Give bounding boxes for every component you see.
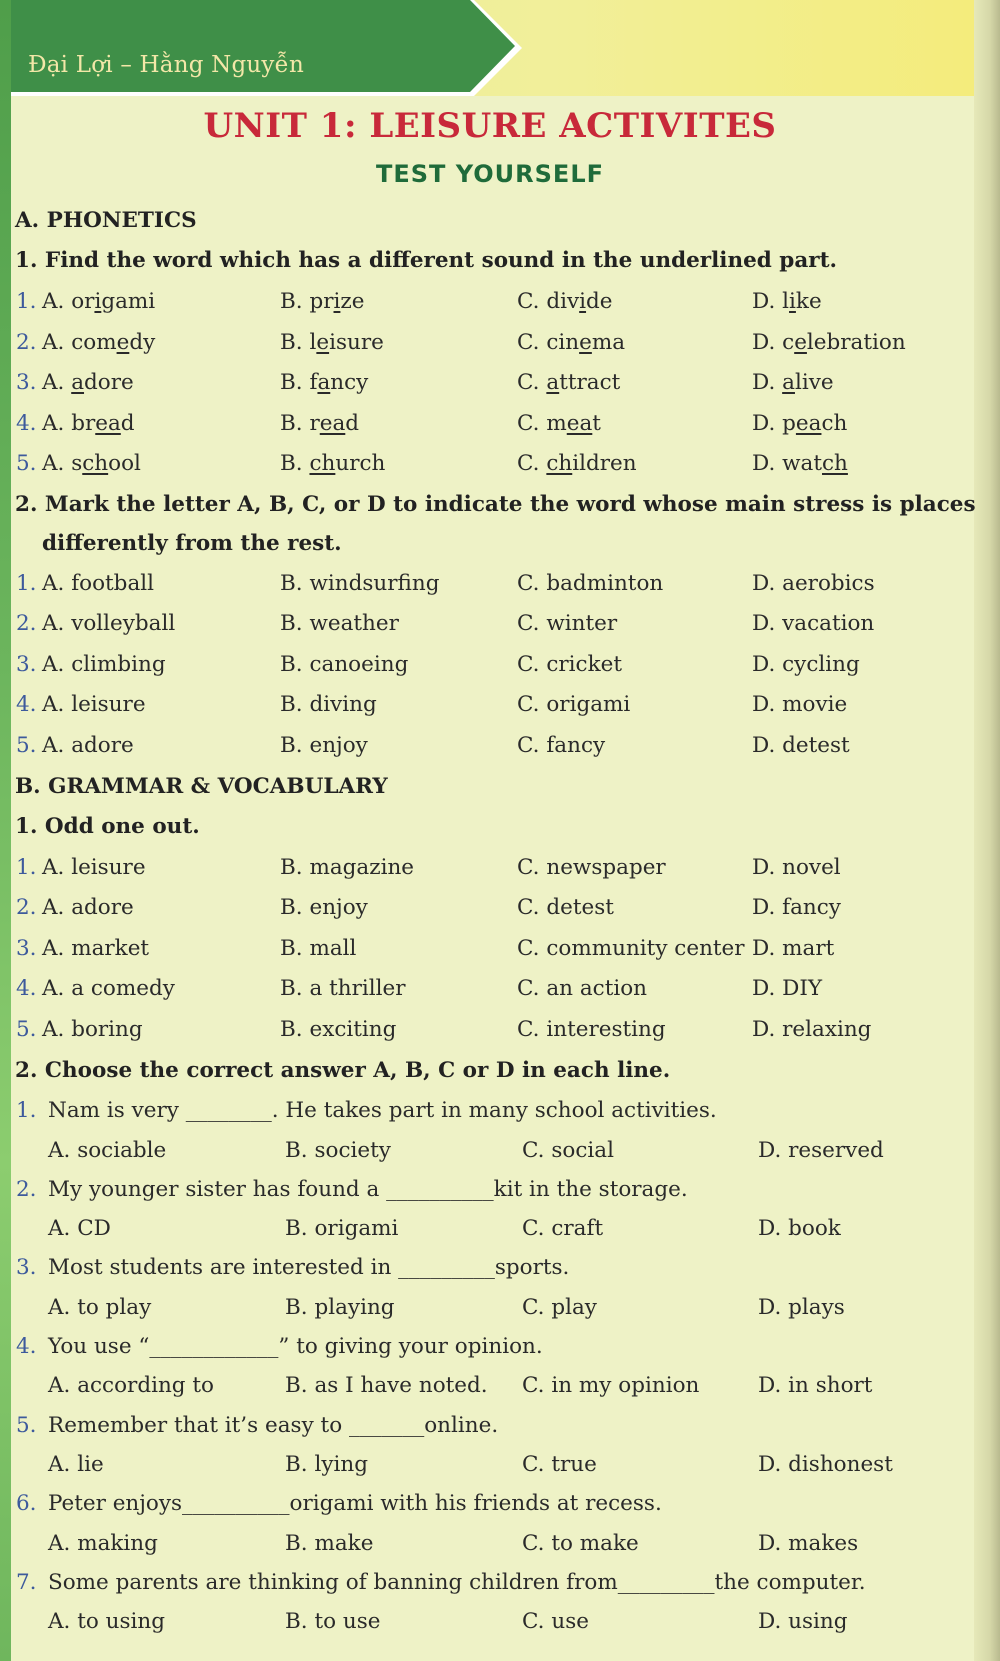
question-stem-row [0,1169,960,1210]
underlined-part: e [316,329,330,355]
question-number: 5. [16,1017,37,1043]
question-stem-row [0,1405,960,1446]
author-name: Đại Lợi – Hằng Nguyễn [28,52,304,78]
option-text-after: d [120,410,135,436]
answer-option [280,451,385,476]
question-row [0,928,960,969]
question-number: 2. [16,1176,37,1202]
underlined-part: a [71,370,85,396]
option-text-after: urch [335,451,386,477]
answer-option: C. fancy [517,732,606,758]
question-stem-row [0,1090,960,1131]
option-text-before: div [546,288,580,314]
underlined-part: e [579,329,592,355]
option-label: D. [752,451,783,477]
answer-option: D. dishonest [758,1451,893,1477]
question-number: 3. [16,370,37,396]
underlined-part: i [789,288,796,314]
question-row [0,281,960,322]
option-text-before: l [782,288,790,314]
option-text-after: t [592,410,601,436]
phonetics-stress-questions [0,563,960,766]
option-label: D. [752,329,783,355]
option-text-before: com [71,329,117,355]
answer-option: A. leisure [42,692,146,718]
answer-option: D. relaxing [752,1017,872,1043]
answer-option: A. adore [42,895,134,921]
answer-option: D. novel [752,854,841,880]
question-row [0,563,960,604]
answer-option: C. in my opinion [522,1373,700,1399]
question-number: 5. [16,451,37,477]
question-row [0,603,960,644]
underlined-part: e [116,329,130,355]
answer-option: C. an action [517,976,648,1002]
question-row [0,888,960,929]
option-text-before: pr [309,288,334,314]
options-row [0,1210,960,1248]
answer-option: A. CD [48,1216,111,1242]
question-row [0,847,960,888]
question-number: 2. [16,611,37,637]
answer-option: D. plays [758,1294,845,1320]
part-heading-find-sound: 1. Find the word which has a different sound in the underlined part. [15,248,838,274]
answer-option: A. a comedy [42,976,175,1002]
option-label: B. [280,410,310,436]
option-text-before: f [309,370,318,396]
answer-option: D. aerobics [752,570,875,596]
question-stem: You use “____________” to giving your opinion. [48,1334,543,1360]
options-row [0,1603,960,1641]
answer-option: B. windsurfing [280,570,440,596]
underlined-part: i [333,288,341,314]
answer-option: B. society [285,1137,391,1163]
option-text-before: c [782,329,795,355]
answer-option [42,411,135,436]
answer-option: C. winter [517,611,618,637]
answer-option: C. use [522,1609,589,1635]
answer-option [517,330,625,355]
option-label: A. [42,451,72,477]
option-label: C. [517,329,547,355]
option-text-before: s [71,451,83,477]
answer-option: D. makes [758,1530,859,1556]
answer-option: A. climbing [42,651,166,677]
option-text-after: ze [340,288,365,314]
part-heading-choose-answer: 2. Choose the correct answer A, B, C or D in each line. [15,1057,671,1083]
question-number: 4. [16,976,37,1002]
answer-option: C. craft [522,1216,604,1242]
answer-option: A. lie [48,1451,104,1477]
answer-option [517,451,637,476]
question-number: 6. [16,1491,37,1517]
answer-option: D. book [758,1216,841,1242]
underlined-part: a [546,370,560,396]
underlined-part: ch [546,451,573,477]
option-label: B. [280,451,310,477]
answer-option: D. in short [758,1373,873,1399]
answer-option: C. badminton [517,570,664,596]
underlined-part: a [317,370,331,396]
answer-option: B. canoeing [280,651,409,677]
question-number: 2. [16,895,37,921]
option-text-after: gami [101,288,156,314]
option-text-after: ool [108,451,141,477]
answer-option [752,370,834,395]
section-heading-grammar: B. GRAMMAR & VOCABULARY [15,773,388,799]
question-row [0,322,960,363]
underlined-part: e [794,329,807,355]
question-number: 5. [16,1412,37,1438]
option-text-before: r [309,410,320,436]
answer-option: D. vacation [752,611,875,637]
test-subtitle: TEST YOURSELF [375,160,605,188]
option-text-after: ke [795,288,822,314]
answer-option: C. interesting [517,1017,666,1043]
worksheet-content [0,200,976,1641]
answer-option: D. detest [752,732,850,758]
option-label: B. [280,370,310,396]
answer-option [280,411,359,436]
answer-option: C. to make [522,1530,639,1556]
question-stem-row [0,1326,960,1367]
answer-option [752,289,822,314]
question-stem-row [0,1248,960,1289]
answer-option [280,330,384,355]
answer-option: A. making [48,1530,158,1556]
answer-option: A. to play [48,1294,152,1320]
options-row [0,1288,960,1326]
header-tab [0,0,520,92]
option-label: B. [280,329,310,355]
answer-option: B. weather [280,611,399,637]
question-row [0,969,960,1010]
question-stem: Most students are interested in _________sports. [48,1255,570,1281]
question-number: 1. [16,288,37,314]
answer-option: C. origami [517,692,631,718]
question-stem: Remember that it’s easy to _______online. [48,1412,499,1438]
answer-option: D. using [758,1609,848,1635]
answer-option: B. playing [285,1294,395,1320]
question-number: 1. [16,570,37,596]
answer-option: A. according to [48,1373,214,1399]
answer-option [42,289,155,314]
underlined-part: ea [566,410,593,436]
underlined-part: i [579,288,587,314]
option-text-after: lebration [806,329,906,355]
option-label: A. [42,370,72,396]
question-number: 1. [16,854,37,880]
question-stem: Peter enjoys__________origami with his friends at recess. [48,1491,662,1517]
option-text-after: dy [129,329,156,355]
phonetics-sound-questions [0,281,960,484]
part-heading-odd-one-out: 1. Odd one out. [15,814,200,840]
answer-option: B. lying [285,1451,368,1477]
question-row [0,362,960,403]
question-number: 7. [16,1569,37,1595]
answer-option: C. play [522,1294,597,1320]
underlined-part: ch [82,451,109,477]
option-label: D. [752,288,783,314]
answer-option: A. market [42,935,150,961]
choose-answer-questions [0,1090,960,1640]
underlined-part: ea [319,410,346,436]
option-label: A. [42,410,72,436]
answer-option [752,451,848,476]
answer-option [752,330,906,355]
answer-option: D. fancy [752,895,841,921]
answer-option: D. reserved [758,1137,884,1163]
option-text-before: wat [782,451,823,477]
question-row [0,725,960,766]
answer-option: A. sociable [48,1137,167,1163]
answer-option: D. movie [752,692,848,718]
answer-option [517,289,613,314]
question-row [0,644,960,685]
answer-option: A. football [42,570,155,596]
question-number: 3. [16,1255,37,1281]
option-label: A. [42,329,72,355]
option-label: C. [517,370,547,396]
answer-option [280,289,364,314]
answer-option: C. social [522,1137,614,1163]
answer-option: A. adore [42,732,134,758]
options-row [0,1367,960,1405]
answer-option: A. leisure [42,854,146,880]
answer-option: C. newspaper [517,854,666,880]
option-label: B. [280,288,310,314]
underlined-part: ch [309,451,336,477]
answer-option [517,370,620,395]
option-text-after: ch [821,410,848,436]
answer-option: C. detest [517,895,614,921]
question-number: 2. [16,329,37,355]
option-text-before: m [546,410,567,436]
option-text-after: d [345,410,360,436]
answer-option [42,330,155,355]
answer-option: B. exciting [280,1017,397,1043]
answer-option: C. true [522,1451,597,1477]
option-text-after: live [794,370,834,396]
option-text-before: br [71,410,96,436]
option-label: C. [517,451,547,477]
answer-option: D. DIY [752,976,823,1002]
option-label: D. [752,370,783,396]
option-text-before: p [782,410,796,436]
option-text-after: de [586,288,613,314]
question-number: 4. [16,1334,37,1360]
answer-option [517,411,601,436]
question-row [0,403,960,444]
question-row [0,444,960,485]
answer-option: B. make [285,1530,374,1556]
answer-option: B. enjoy [280,895,368,921]
options-row [0,1445,960,1483]
underlined-part: i [94,288,102,314]
answer-option: A. boring [42,1017,143,1043]
question-stem: Nam is very ________. He takes part in many school activities. [48,1098,717,1124]
option-label: D. [752,410,783,436]
answer-option: B. a thriller [280,976,406,1002]
answer-option [280,370,368,395]
answer-option: C. community center [517,935,745,961]
option-label: A. [42,288,72,314]
question-row [0,685,960,726]
underlined-part: ea [795,410,822,436]
question-number: 3. [16,651,37,677]
underlined-part: a [782,370,795,396]
part-heading-stress-line2: differently from the rest. [42,531,342,557]
option-text-before: or [71,288,95,314]
question-number: 4. [16,410,37,436]
option-label: C. [517,288,547,314]
section-heading-phonetics: A. PHONETICS [15,207,197,233]
underlined-part: ea [95,410,121,436]
question-stem: Some parents are thinking of banning children from_________the computer. [48,1569,866,1595]
answer-option: C. cricket [517,651,622,677]
answer-option: D. cycling [752,651,860,677]
option-text-after: ma [591,329,626,355]
answer-option: B. to use [285,1609,381,1635]
question-number: 4. [16,692,37,718]
answer-option [42,370,134,395]
question-stem-row [0,1483,960,1524]
answer-option: B. enjoy [280,732,368,758]
answer-option: B. as I have noted. [285,1373,488,1399]
option-text-before: cin [546,329,580,355]
question-stem-row [0,1562,960,1603]
question-number: 5. [16,732,37,758]
page-fold-shadow [974,0,1000,1661]
question-number: 3. [16,935,37,961]
answer-option: B. mall [280,935,357,961]
option-label: C. [517,410,547,436]
answer-option: D. mart [752,935,835,961]
part-heading-stress-line1: 2. Mark the letter A, B, C, or D to indicate the word whose main stress is places [15,491,976,517]
answer-option: B. magazine [280,854,415,880]
odd-one-out-questions [0,847,960,1050]
answer-option [42,451,141,476]
option-text-after: dore [84,370,134,396]
question-number: 1. [16,1098,37,1124]
answer-option: B. diving [280,692,377,718]
answer-option: A. to using [48,1609,165,1635]
question-stem: My younger sister has found a __________kit in the storage. [48,1176,688,1202]
answer-option: B. origami [285,1216,399,1242]
option-text-after: isure [329,329,384,355]
option-text-after: ncy [330,370,369,396]
answer-option: A. volleyball [42,611,176,637]
option-text-before: l [309,329,317,355]
option-text-after: ildren [572,451,637,477]
option-text-after: ttract [559,370,621,396]
question-row [0,1009,960,1050]
underlined-part: ch [822,451,848,477]
options-row [0,1131,960,1169]
unit-title: UNIT 1: LEISURE ACTIVITES [203,106,777,146]
answer-option [752,411,847,436]
options-row [0,1524,960,1562]
